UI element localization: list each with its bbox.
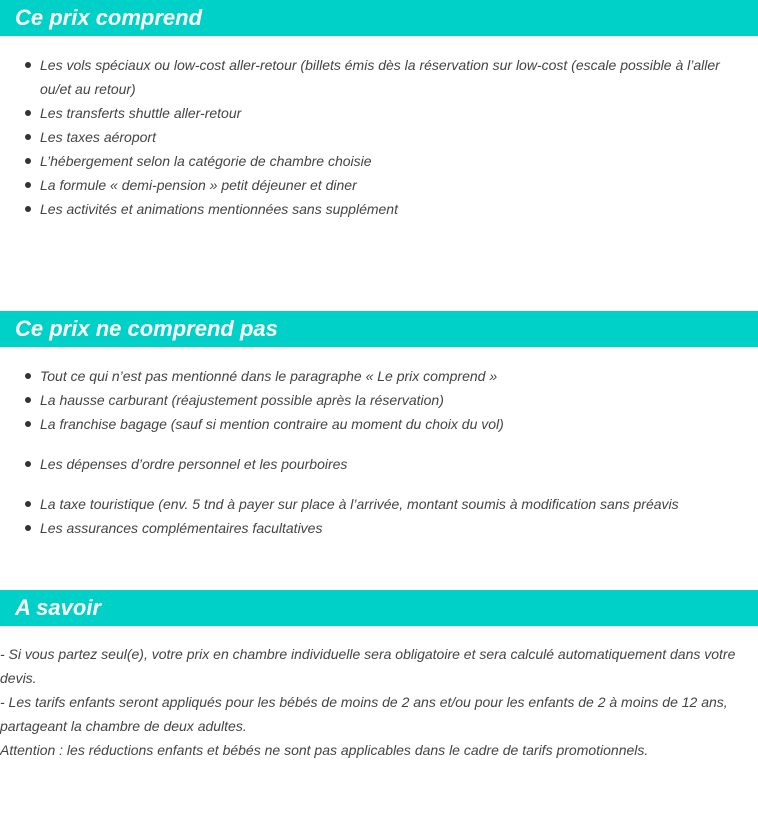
bullet-icon: [25, 525, 31, 531]
excludes-list: [0, 364, 758, 540]
list-item-text: Les activités et animations mentionnées sans supplément: [40, 201, 398, 217]
bullet-icon: [25, 182, 31, 188]
bullet-icon: [25, 397, 31, 403]
list-item-text: Les assurances complémentaires facultatives: [40, 520, 323, 536]
section-header-know: [0, 590, 758, 626]
list-item: [0, 364, 758, 388]
list-item-text: L’hébergement selon la catégorie de chambre choisie: [40, 153, 372, 169]
section-title-excludes: Ce prix ne comprend pas: [15, 316, 278, 341]
section-header-includes: [0, 0, 758, 36]
list-item-text: Les dépenses d’ordre personnel et les pourboires: [40, 456, 348, 472]
bullet-icon: [25, 158, 31, 164]
section-title-includes: Ce prix comprend: [15, 5, 203, 30]
list-item: [0, 197, 758, 221]
bullet-icon: [25, 134, 31, 140]
bullet-icon: [25, 421, 31, 427]
list-item-text: Les vols spéciaux ou low-cost aller-retour (billets émis dès la réservation sur low-cost (escale possible à l’aller ou/et au retour): [40, 57, 720, 97]
know-line: - Si vous partez seul(e), votre prix en chambre individuelle sera obligatoire et sera calculé automatiquement dans votre devis.: [0, 646, 736, 686]
bullet-icon: [25, 110, 31, 116]
bullet-icon: [25, 206, 31, 212]
know-text: [0, 642, 758, 762]
know-line: - Les tarifs enfants seront appliqués pour les bébés de moins de 2 ans et/ou pour les enfants de 2 à moins de 12 ans, partageant la chambre de deux adultes.: [0, 694, 728, 734]
list-item: [0, 173, 758, 197]
list-item: [0, 388, 758, 412]
list-item: [0, 516, 758, 540]
section-header-excludes: [0, 311, 758, 347]
list-item: [0, 53, 758, 101]
list-item-text: Les taxes aéroport: [40, 129, 156, 145]
list-item-text: La formule « demi-pension » petit déjeuner et diner: [40, 177, 357, 193]
list-item-text: La taxe touristique (env. 5 tnd à payer sur place à l’arrivée, montant soumis à modification sans préavis: [40, 496, 679, 512]
list-item-text: La franchise bagage (sauf si mention contraire au moment du choix du vol): [40, 416, 504, 432]
list-item-text: La hausse carburant (réajustement possible après la réservation): [40, 392, 444, 408]
bullet-icon: [25, 461, 31, 467]
bullet-icon: [25, 62, 31, 68]
list-item: [0, 101, 758, 125]
list-item-text: Les transferts shuttle aller-retour: [40, 105, 242, 121]
section-title-know: A savoir: [15, 595, 102, 620]
list-item: [0, 149, 758, 173]
list-item: [0, 452, 758, 476]
bullet-icon: [25, 501, 31, 507]
includes-list: [0, 53, 758, 221]
know-line: Attention : les réductions enfants et bébés ne sont pas applicables dans le cadre de tarifs promotionnels.: [0, 742, 649, 758]
list-item-text: Tout ce qui n’est pas mentionné dans le paragraphe « Le prix comprend »: [40, 368, 498, 384]
list-item: [0, 125, 758, 149]
bullet-icon: [25, 373, 31, 379]
list-item: [0, 412, 758, 436]
list-item: [0, 492, 758, 516]
